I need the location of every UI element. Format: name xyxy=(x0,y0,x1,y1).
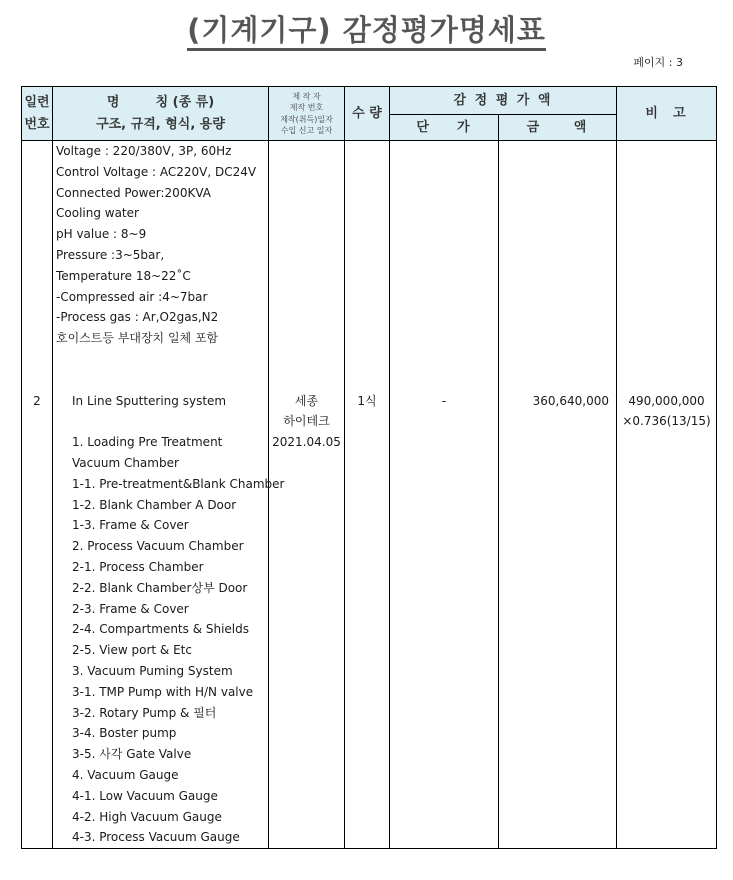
header-maker-line1: 제 작 자 xyxy=(292,91,321,101)
document-title xyxy=(0,8,733,49)
spec-line: Voltage : 220/380V, 3P, 60Hz xyxy=(56,144,232,158)
spec-line: Control Voltage : AC220V, DC24V xyxy=(56,164,257,179)
header-quantity: 수 량 xyxy=(345,87,390,141)
remark-line: ×0.736(13/15) xyxy=(622,414,711,429)
header-serial xyxy=(22,87,53,141)
header-maker-line4: 수입 신고 일자 xyxy=(280,126,333,135)
quantity-cell xyxy=(345,141,390,849)
serial-number: 2 xyxy=(33,393,41,408)
header-amount: 금 액 xyxy=(499,115,617,141)
page-number: 페이지 : 3 xyxy=(633,56,683,69)
manufacture-date: 2021.04.05 xyxy=(272,435,341,450)
header-serial-line1: 일련 xyxy=(24,94,50,110)
unit-price-value: - xyxy=(441,393,447,408)
component-line: 4-3. Process Vacuum Gauge xyxy=(72,830,240,845)
spec-line: Cooling water xyxy=(56,206,139,221)
maker-name: 세종 xyxy=(294,393,319,408)
spec-line: Pressure :3~5bar, xyxy=(56,247,165,262)
component-line: 3-1. TMP Pump with H/N valve xyxy=(72,684,254,699)
header-serial-line2: 번호 xyxy=(24,116,50,132)
header-appraisal-value: 감 정 평 가 액 xyxy=(390,87,617,115)
header-unit-price: 단 가 xyxy=(390,115,499,141)
component-line: 2-2. Blank Chamber상부 Door xyxy=(72,580,248,595)
maker-name-2: 하이테크 xyxy=(283,414,330,429)
component-line: 3-5. 사각 Gate Valve xyxy=(72,747,192,762)
header-maker-line2: 제작 번호 xyxy=(289,103,324,112)
component-line: 4-2. High Vacuum Gauge xyxy=(72,809,222,824)
remark-cell xyxy=(617,141,717,849)
system-name: In Line Sputtering system xyxy=(72,393,227,408)
component-line: 4. Vacuum Gauge xyxy=(72,767,179,782)
component-line: 1-3. Frame & Cover xyxy=(72,518,189,533)
appraisal-table xyxy=(21,86,717,849)
spec-line: Connected Power:200KVA xyxy=(56,185,211,200)
remark-line: 490,000,000 xyxy=(628,393,705,408)
unit-price-cell xyxy=(390,141,499,849)
component-line: 4-1. Low Vacuum Gauge xyxy=(72,788,218,803)
header-remark: 비 고 xyxy=(617,87,717,141)
component-line: 2-1. Process Chamber xyxy=(72,559,204,574)
header-name-line1: 명 칭 (종 류) xyxy=(106,94,215,110)
component-line: 2-3. Frame & Cover xyxy=(72,601,189,616)
component-line: 3-4. Boster pump xyxy=(72,726,177,741)
maker-cell xyxy=(269,141,345,849)
component-line: 1-2. Blank Chamber A Door xyxy=(72,497,237,512)
component-line: 3-2. Rotary Pump & 필터 xyxy=(72,705,217,720)
component-line: Vacuum Chamber xyxy=(72,455,179,470)
serial-cell xyxy=(22,141,53,849)
component-line: 3. Vacuum Puming System xyxy=(72,663,233,678)
component-line: 1. Loading Pre Treatment xyxy=(72,435,223,450)
header-name-line2: 구조, 규격, 형식, 용량 xyxy=(96,116,225,132)
component-line: 2-4. Compartments & Shields xyxy=(72,622,250,637)
component-line: 2-5. View port & Etc xyxy=(72,643,192,658)
spec-line: -Compressed air :4~7bar xyxy=(56,289,208,304)
amount-cell xyxy=(499,141,617,849)
spec-cell xyxy=(53,141,285,849)
document-title-text: (기계기구) 감정평가명세표 xyxy=(187,13,546,51)
header-maker xyxy=(269,87,345,141)
table-row xyxy=(22,141,717,849)
header-maker-line3: 제작(취득)일자 xyxy=(280,114,333,124)
component-line: 1-1. Pre-treatment&Blank Chamber xyxy=(72,476,285,491)
spec-line: pH value : 8~9 xyxy=(56,227,147,242)
component-line: 2. Process Vacuum Chamber xyxy=(72,539,244,554)
spec-line: 호이스트등 부대장치 일체 포함 xyxy=(56,331,219,346)
spec-line: -Process gas : Ar,O2gas,N2 xyxy=(56,310,219,325)
quantity-value: 1식 xyxy=(357,393,377,408)
amount-value: 360,640,000 xyxy=(532,393,609,408)
header-name xyxy=(53,87,269,141)
spec-line: Temperature 18~22˚C xyxy=(56,268,191,283)
